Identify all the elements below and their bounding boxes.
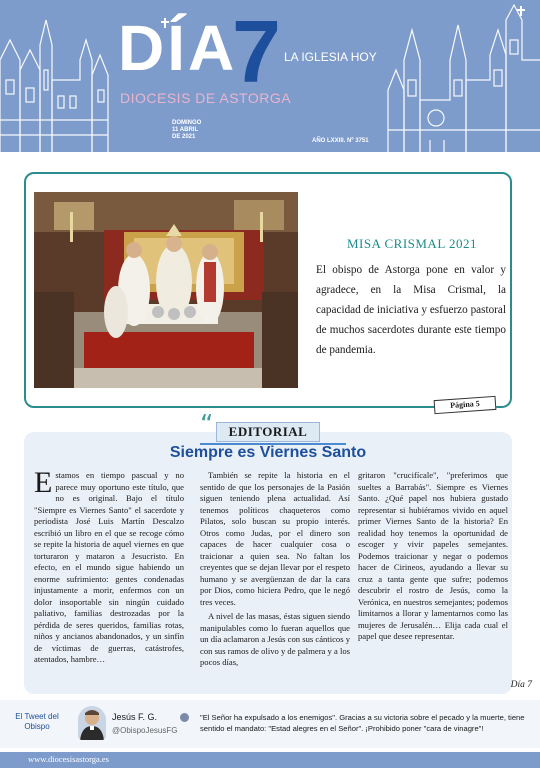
- issue-number: AÑO LXXIII. Nº 3751: [312, 138, 369, 144]
- editorial-paragraph: También se repite la historia en el sentido de que los personajes de la Pasión siguen teniendo plena actualidad. Así tenemos políticos chaqueteros como Pilatos, solo buscan su propio interés. Otros como Judas, por el dinero son capaces de hacer cualquier cosa o traicionar a quien sea. No faltan los creyentes que se dejan llevar por el respeto humano y se avergüenzan de dar la cara por Dios, como hiciera Pedro, que le negó tres veces.: [200, 470, 350, 607]
- chrism-mass-illustration: [34, 192, 298, 388]
- avatar: [78, 706, 106, 740]
- date-weekday: DOMINGO: [172, 120, 202, 126]
- verified-badge-icon: [180, 713, 189, 722]
- date-year: DE 2021: [172, 134, 196, 140]
- tweet-section-label: El Tweet del Obispo: [15, 712, 59, 731]
- editorial-paragraph: gritaron "crucifícale", "preferimos que sueltes a Barrabás". Siempre es Viernes Santo. ¿Qué papel nos hubiera gustado representar si hubiéramos vivido en aquel primer Viernes Santo de la historia? En realidad hoy tenemos la oportunidad de escoger y vivir papeles semejantes. Podemos traicionar y negar o podemos hacer de Cirineos, ayudando a llevar su cruz a tanta gente que sufre; podemos descubrir el rostro de Jesús, como la Verónica, en nuestros semejantes; podemos limitarnos a llorar y lamentarnos como las mujeres de Jerusalén… Elija cada cual el papel que desee representar.: [358, 470, 508, 641]
- editorial-paragraph-text: stamos en tiempo pascual y no parece muy oportuno este título, que no es original. Bajo el título "Siempre es Viernes Santo" el sacerdote y periodista José Luis Martín Descalzo escribió un libro en el que se recoge cómo se repite la historia de aquel viernes en que torturaron y mataron a Jesucristo. En efecto, en el mundo sigue habiendo un enorme sufrimiento: gentes condenadas injustamente a morir, enfermos con un dolor insoportable sin ningún cuidado paliativo, familias destrozadas por la pérdida de seres queridos, familias rotas, niños y ancianos abandonados, y un sinfín de víctimas de guerras, catástrofes, atentados, hambre…: [34, 470, 184, 664]
- tweet-text: "El Señor ha expulsado a los enemigos". Gracias a su victoria sobre el pecado y la muerte, tiene sentido el mandato: "Estad alegres en el Señor". ¡Prohibido poner "cara de vinagre"!: [200, 713, 525, 733]
- editorial-body: [28, 466, 508, 692]
- masthead: [0, 0, 540, 152]
- bishop-avatar-icon: [78, 706, 106, 740]
- diocese-name: DIOCESIS DE ASTORGA: [120, 90, 292, 106]
- logo-dia: DÍA: [118, 12, 238, 84]
- drop-cap: E: [34, 466, 53, 499]
- editorial-paragraph: [34, 466, 184, 666]
- logo-subtitle: LA IGLESIA HOY: [284, 50, 377, 64]
- mass-photo: [34, 192, 298, 388]
- editorial-column-2: [200, 470, 350, 669]
- feature-summary: El obispo de Astorga pone en valor y agradece, en la Misa Crismal, la capacidad de iniciativa y esfuerzo pastoral de muchos sacerdotes durante este tiempo de pandemia.: [316, 264, 506, 356]
- date-day-month: 11 ABRIL: [172, 127, 199, 133]
- issue-date: [172, 120, 201, 141]
- feature-box: [24, 172, 512, 408]
- editorial-paragraph: A nivel de las masas, éstas siguen siendo manipulables como lo fueran aquellos que un día aclamaron a Jesús con sus cánticos y con sus ramos de olivo y de palmera y a los pocos días,: [200, 611, 350, 667]
- feature-title: MISA CRISMAL 2021: [346, 236, 478, 251]
- page-reference-tag: Página 5: [434, 396, 497, 414]
- editorial-signature: Día 7: [510, 680, 532, 690]
- editorial-title: Siempre es Viernes Santo: [169, 444, 367, 461]
- editorial-column-1: [34, 466, 184, 666]
- tweet-author-name: Jesús F. G.: [112, 712, 158, 722]
- editorial-label: EDITORIAL: [228, 424, 308, 439]
- quote-icon: “: [200, 410, 214, 440]
- website-link[interactable]: www.diocesisastorga.es: [28, 754, 109, 764]
- tweet-handle: @ObispoJesusFG: [112, 726, 178, 735]
- logo-seven: 7: [232, 2, 281, 101]
- editorial-column-3: [358, 470, 508, 643]
